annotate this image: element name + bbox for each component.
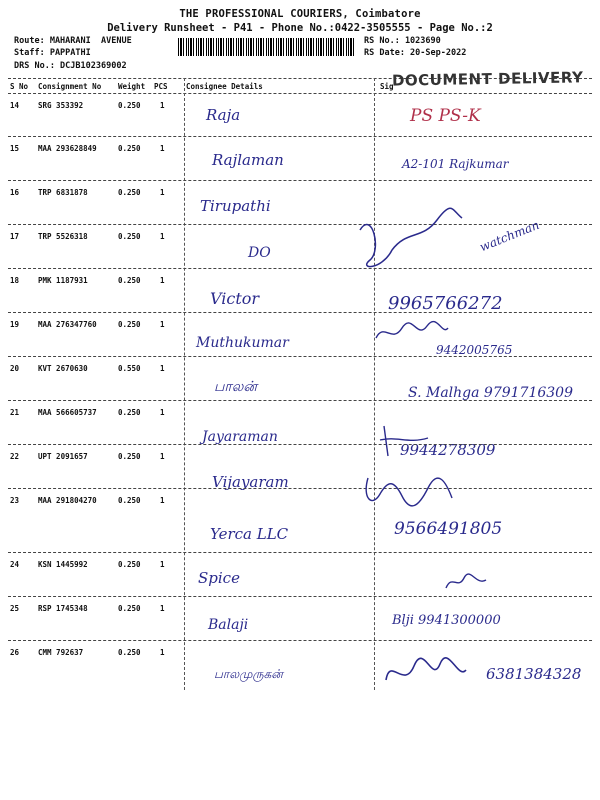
row-consignment: KSN 1445992	[38, 560, 88, 569]
row-pcs: 1	[160, 452, 165, 461]
staff-label: Staff: PAPPATHI	[14, 48, 91, 58]
row-consignee-handwritten: Balaji	[208, 617, 249, 633]
row-weight: 0.250	[118, 276, 141, 285]
drs-label: DRS No.: DCJB102369002	[14, 61, 127, 71]
table-row	[8, 357, 592, 399]
row-weight: 0.250	[118, 320, 141, 329]
table-row	[8, 597, 592, 639]
company-title: THE PROFESSIONAL COURIERS, Coimbatore	[179, 8, 421, 20]
row-consignee-handwritten: Raja	[206, 106, 241, 124]
row-consignment: KVT 2670630	[38, 364, 88, 373]
row-signature: A2-101 Rajkumar	[402, 157, 509, 171]
row-consignee-handwritten: பாலமுருகன்	[214, 667, 283, 681]
row-pcs: 1	[160, 320, 165, 329]
row-signature: 9965766272	[388, 293, 503, 314]
table-row	[8, 137, 592, 179]
row-sno: 20	[10, 364, 20, 373]
row-consignment: MAA 566605737	[38, 408, 97, 417]
row-signature: Blji 9941300000	[392, 613, 501, 628]
row-pcs: 1	[160, 101, 165, 110]
row-sno: 21	[10, 408, 20, 417]
row-sno: 16	[10, 188, 20, 197]
row-sno: 19	[10, 320, 20, 329]
row-weight: 0.250	[118, 648, 141, 657]
rs-no-label: RS No.: 1023690	[364, 36, 441, 46]
row-weight: 0.250	[118, 144, 141, 153]
row-signature: S. Malhga 9791716309	[408, 385, 573, 401]
row-consignee-handwritten: Tirupathi	[200, 197, 271, 215]
row-signature: 6381384328	[486, 665, 582, 683]
row-sno: 24	[10, 560, 20, 569]
rs-date-label: RS Date: 20-Sep-2022	[364, 48, 467, 58]
row-consignment: MAA 293628849	[38, 144, 97, 153]
row-weight: 0.250	[118, 604, 141, 613]
row-pcs: 1	[160, 188, 165, 197]
row-consignment: MAA 291804270	[38, 496, 97, 505]
row-signature: 9442005765	[436, 343, 513, 357]
row-pcs: 1	[160, 144, 165, 153]
table-row	[8, 641, 592, 683]
row-pcs: 1	[160, 232, 165, 241]
row-consignment: MAA 276347760	[38, 320, 97, 329]
row-consignment: UPT 2091657	[38, 452, 88, 461]
row-weight: 0.550	[118, 364, 141, 373]
signature-scribble	[372, 318, 452, 348]
row-weight: 0.250	[118, 496, 141, 505]
row-consignment: PMK 1187931	[38, 276, 88, 285]
col-consignment: Consignment No	[38, 82, 102, 91]
signature-scribble	[380, 650, 470, 695]
row-sno: 18	[10, 276, 20, 285]
row-weight: 0.250	[118, 188, 141, 197]
signature-scribble	[442, 570, 492, 595]
row-consignment: TRP 6831878	[38, 188, 88, 197]
row-consignment: SRG 353392	[38, 101, 84, 110]
row-pcs: 1	[160, 560, 165, 569]
row-consignee-handwritten: DO	[248, 245, 271, 261]
row-consignment: RSP 1745348	[38, 604, 88, 613]
row-sno: 26	[10, 648, 20, 657]
row-consignment: CMM 792637	[38, 648, 84, 657]
row-signature: 9566491805	[394, 519, 503, 539]
table-row	[8, 269, 592, 314]
row-sno: 15	[10, 144, 20, 153]
row-weight: 0.250	[118, 232, 141, 241]
row-pcs: 1	[160, 408, 165, 417]
table-row	[8, 313, 592, 355]
row-consignment: TRP 5526318	[38, 232, 88, 241]
table-row	[8, 553, 592, 595]
col-weight: Weight	[118, 82, 146, 91]
signature-scribble	[358, 468, 458, 518]
row-sno: 22	[10, 452, 20, 461]
row-pcs: 1	[160, 604, 165, 613]
row-sno: 14	[10, 101, 20, 110]
row-sno: 25	[10, 604, 20, 613]
row-consignee-handwritten: Victor	[210, 289, 260, 308]
row-consignee-handwritten: Spice	[198, 569, 240, 587]
row-weight: 0.250	[118, 560, 141, 569]
barcode-image	[178, 38, 356, 56]
row-consignee-handwritten: Yerca LLC	[210, 525, 289, 543]
row-pcs: 1	[160, 364, 165, 373]
row-consignee-handwritten: Jayaraman	[202, 429, 278, 445]
row-consignee-handwritten: Vijayaram	[212, 473, 289, 491]
signature-scribble	[352, 200, 472, 280]
row-weight: 0.250	[118, 408, 141, 417]
row-signature: PS PS-K	[410, 106, 481, 126]
col-signature: Sig	[380, 82, 394, 91]
table-row	[8, 489, 592, 543]
document-delivery-stamp: DOCUMENT DELIVERY	[391, 68, 584, 90]
row-consignee-handwritten: பாலன்	[214, 379, 257, 395]
table-row	[8, 445, 592, 491]
table-row	[8, 181, 592, 223]
row-consignee-handwritten: Muthukumar	[196, 335, 289, 351]
route-label: Route: MAHARANI AVENUE	[14, 36, 132, 46]
table-row	[8, 217, 592, 267]
row-sno: 17	[10, 232, 20, 241]
runsheet-subtitle: Delivery Runsheet - P41 - Phone No.:0422-3505555 - Page No.:2	[107, 22, 493, 34]
col-pcs: PCS	[154, 82, 168, 91]
row-pcs: 1	[160, 276, 165, 285]
row-weight: 0.250	[118, 452, 141, 461]
row-pcs: 1	[160, 496, 165, 505]
row-consignee-handwritten: Rajlaman	[212, 151, 284, 169]
signature-scribble	[378, 420, 438, 460]
col-sno: S No	[10, 82, 29, 91]
row-sno: 23	[10, 496, 20, 505]
col-consignee: Consignee Details	[186, 82, 263, 91]
row-weight: 0.250	[118, 101, 141, 110]
row-signature: watchman	[477, 217, 542, 255]
table-row	[8, 94, 592, 136]
row-signature: 9944278309	[400, 441, 496, 459]
row-pcs: 1	[160, 648, 165, 657]
